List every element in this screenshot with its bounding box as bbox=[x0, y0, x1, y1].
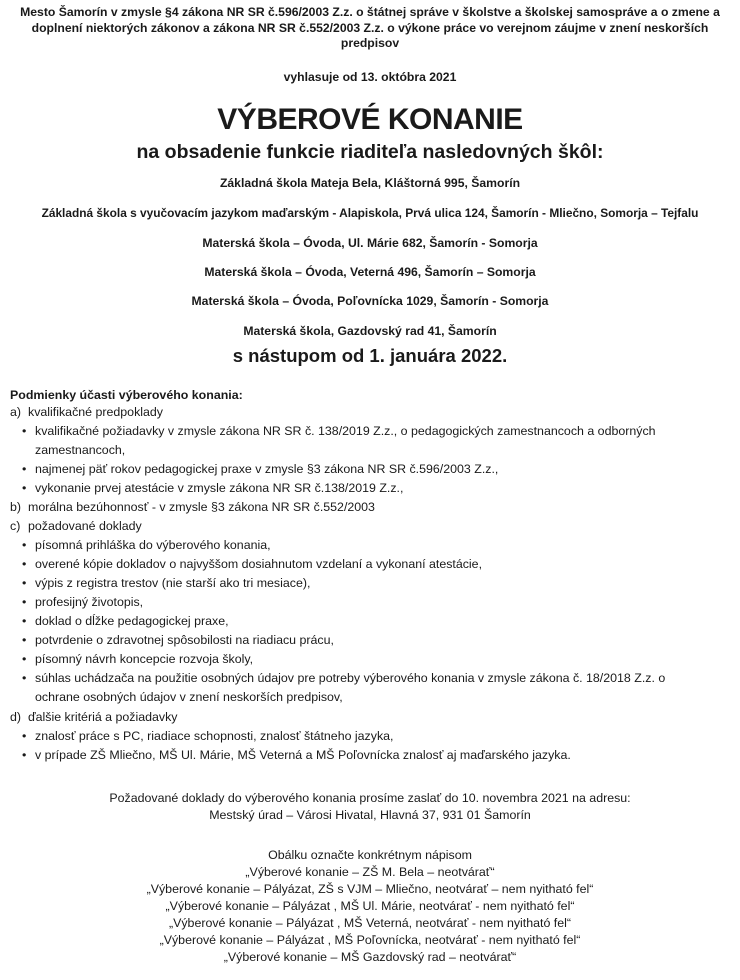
list-label: c) bbox=[10, 519, 21, 533]
list-item: súhlas uchádzača na použitie osobných údajov pre potreby výberového konania v zmysle zákona č. 18/2018 Z.z. o bbox=[35, 671, 666, 685]
envelope-label: „Výberové konanie – Pályázat , MŠ Ul. Márie, neotvárať - nem nyitható fel“ bbox=[165, 899, 575, 913]
page-title: VÝBEROVÉ KONANIE bbox=[217, 103, 523, 136]
school-item: Materská škola – Óvoda, Veterná 496, Šamorín – Somorja bbox=[204, 265, 536, 279]
list-item: zamestnancoch, bbox=[35, 443, 126, 457]
envelope-label: „Výberové konanie – Pályázat , MŠ Veterná, neotvárať - nem nyitható fel“ bbox=[168, 916, 572, 930]
list-item: výpis z registra trestov (nie starší ako tri mesiace), bbox=[35, 576, 311, 590]
bullet-icon: • bbox=[22, 481, 27, 495]
page-subtitle: na obsadenie funkcie riaditeľa nasledovných škôl: bbox=[136, 141, 604, 163]
envelope-label: „Výberové konanie – MŠ Gazdovský rad – neotvárať“ bbox=[223, 950, 517, 964]
submission-text: Požadované doklady do výberového konania prosíme zaslať do 10. novembra 2021 na adresu: bbox=[109, 791, 631, 805]
start-date: s nástupom od 1. januára 2022. bbox=[232, 345, 508, 366]
list-item: vykonanie prvej atestácie v zmysle zákona NR SR č.138/2019 Z.z., bbox=[35, 481, 404, 495]
conditions-heading: Podmienky účasti výberového konania: bbox=[10, 388, 243, 402]
list-item: najmenej päť rokov pedagogickej praxe v zmysle §3 zákona NR SR č.596/2003 Z.z., bbox=[35, 462, 499, 476]
bullet-icon: • bbox=[22, 538, 27, 552]
list-item: ďalšie kritériá a požiadavky bbox=[28, 710, 178, 724]
envelope-label: „Výberové konanie – Pályázat , MŠ Poľovnícka, neotvárať - nem nyitható fel“ bbox=[159, 933, 581, 947]
school-item: Materská škola – Óvoda, Ul. Márie 682, Šamorín - Somorja bbox=[202, 236, 538, 250]
bullet-icon: • bbox=[22, 576, 27, 590]
list-item: kvalifikačné požiadavky v zmysle zákona NR SR č. 138/2019 Z.z., o pedagogických zamestnancoch a odborných bbox=[35, 424, 656, 438]
intro-paragraph: Mesto Šamorín v zmysle §4 zákona NR SR č.596/2003 Z.z. o štátnej správe v školstve a školskej samospráve a o zmene a doplnení niektorých zákonov a zákona NR SR č.552/2003 Z.z. o výkone práce vo verejnom záujme v znení neskorších predpisov bbox=[20, 5, 720, 51]
bullet-icon: • bbox=[22, 671, 27, 685]
list-item: potvrdenie o zdravotnej spôsobilosti na riadiacu prácu, bbox=[35, 633, 334, 647]
bullet-icon: • bbox=[22, 614, 27, 628]
bullet-icon: • bbox=[22, 633, 27, 647]
school-item: Materská škola – Óvoda, Poľovnícka 1029, Šamorín - Somorja bbox=[191, 294, 549, 308]
list-item: znalosť práce s PC, riadiace schopnosti, znalosť štátneho jazyka, bbox=[35, 729, 394, 743]
bullet-icon: • bbox=[22, 729, 27, 743]
submission-address: Mestský úrad – Városi Hivatal, Hlavná 37, 931 01 Šamorín bbox=[209, 808, 531, 822]
list-item: morálna bezúhonnosť - v zmysle §3 zákona NR SR č.552/2003 bbox=[28, 500, 375, 514]
list-label: a) bbox=[10, 405, 22, 419]
bullet-icon: • bbox=[22, 595, 27, 609]
list-label: d) bbox=[10, 710, 22, 724]
list-item: v prípade ZŠ Mliečno, MŠ Ul. Márie, MŠ Veterná a MŠ Poľovnícka znalosť aj maďarského jazyka. bbox=[35, 748, 571, 762]
list-item: kvalifikačné predpoklady bbox=[28, 405, 163, 419]
list-item: požadované doklady bbox=[28, 519, 142, 533]
envelope-label: „Výberové konanie – Pályázat, ZŠ s VJM – Mliečno, neotvárať – nem nyitható fel“ bbox=[146, 882, 594, 896]
school-item: Základná škola Mateja Bela, Kláštorná 995, Šamorín bbox=[219, 176, 521, 190]
envelope-title: Obálku označte konkrétnym nápisom bbox=[268, 848, 472, 862]
school-item: Základná škola s vyučovacím jazykom maďarským - Alapiskola, Prvá ulica 124, Šamorín - Mliečno, Somorja – Tejfalu bbox=[41, 206, 699, 220]
list-item: overené kópie dokladov o najvyššom dosiahnutom vzdelaní a vykonaní atestácie, bbox=[35, 557, 483, 571]
bullet-icon: • bbox=[22, 462, 27, 476]
bullet-icon: • bbox=[22, 652, 27, 666]
bullet-icon: • bbox=[22, 748, 27, 762]
list-item: doklad o dĺžke pedagogickej praxe, bbox=[35, 614, 229, 628]
announce-date: vyhlasuje od 13. októbra 2021 bbox=[283, 70, 457, 84]
bullet-icon: • bbox=[22, 557, 27, 571]
list-item: písomná prihláška do výberového konania, bbox=[35, 538, 271, 552]
school-item: Materská škola, Gazdovský rad 41, Šamorín bbox=[243, 324, 497, 338]
list-item: profesijný životopis, bbox=[35, 595, 144, 609]
list-label: b) bbox=[10, 500, 22, 514]
bullet-icon: • bbox=[22, 424, 27, 438]
list-item: ochrane osobných údajov v znení neskorších predpisov, bbox=[35, 690, 343, 704]
list-item: písomný návrh koncepcie rozvoja školy, bbox=[35, 652, 254, 666]
envelope-label: „Výberové konanie – ZŠ M. Bela – neotvárať“ bbox=[245, 865, 495, 879]
